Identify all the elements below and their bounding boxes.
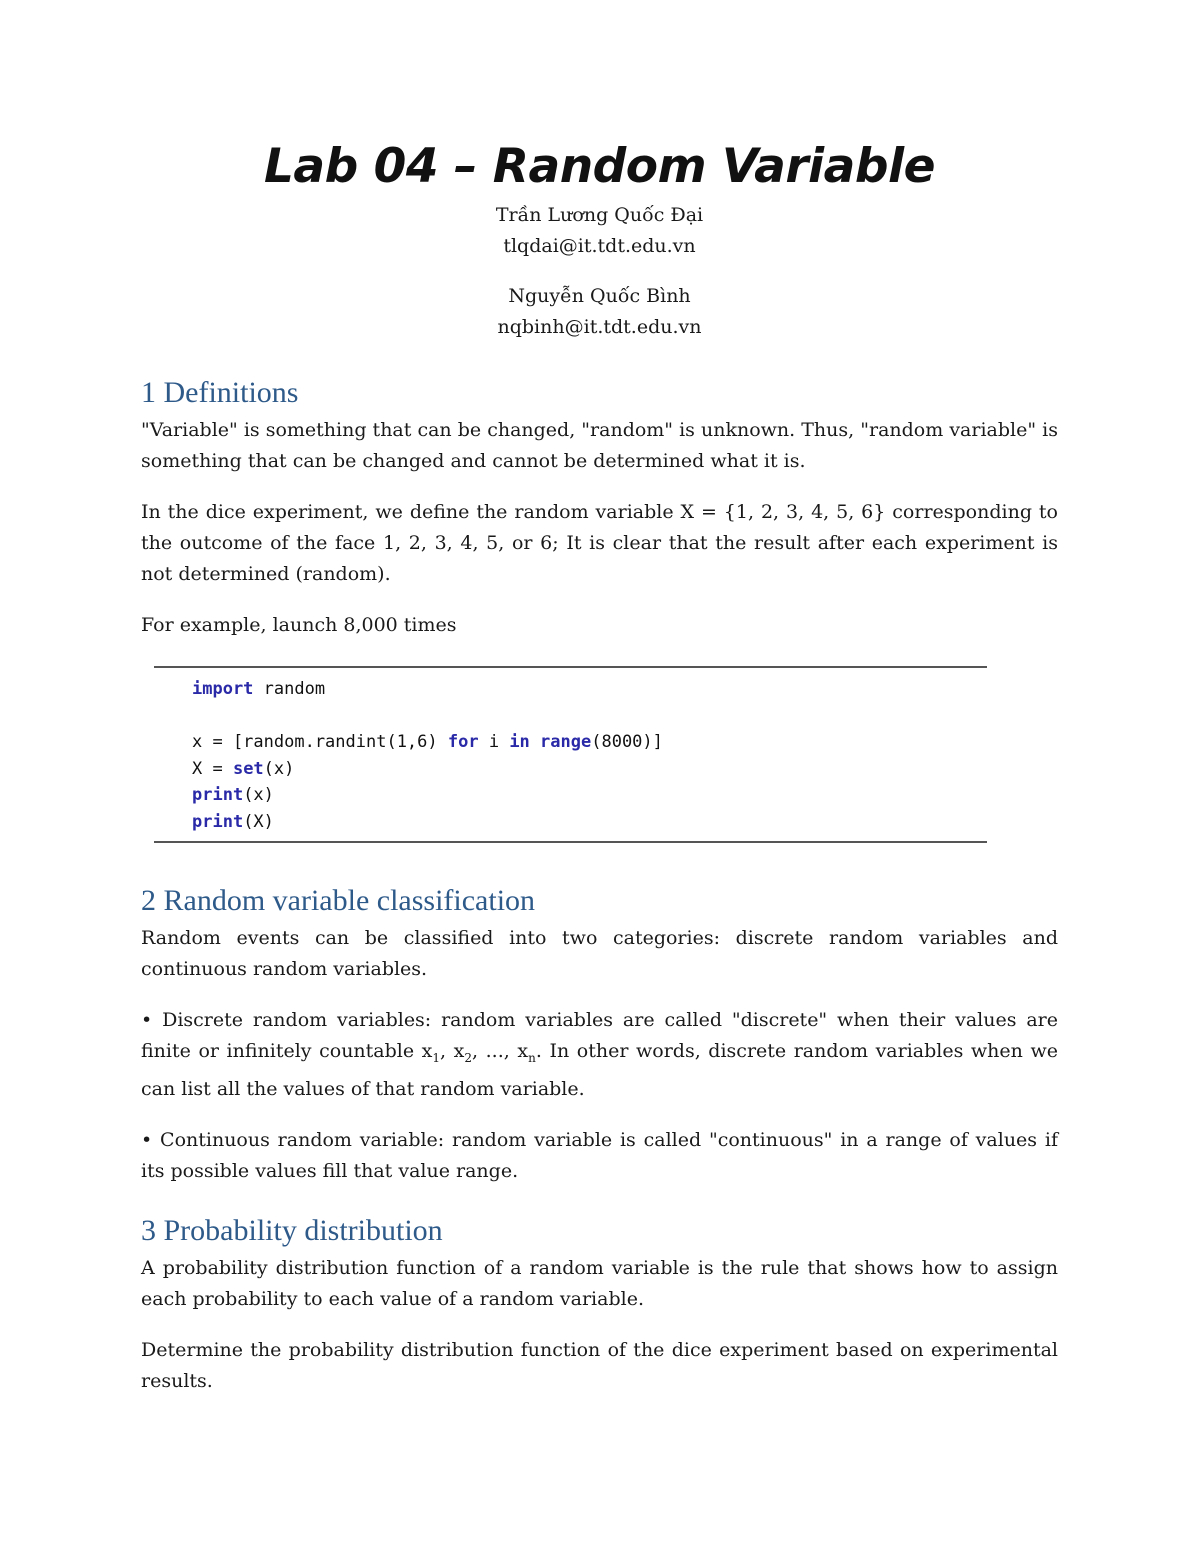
- paragraph: "Variable" is something that can be changed, "random" is unknown. Thus, "random variable" is something that can be changed and cannot be determined what it is.: [141, 419, 1058, 473]
- author-email: nqbinh@it.tdt.edu.vn: [497, 316, 702, 339]
- code-block: [154, 666, 987, 843]
- document-title: Lab 04 – Random Variable: [263, 139, 935, 194]
- author-block-1: [141, 200, 1058, 262]
- author-name: Nguyễn Quốc Bình: [508, 285, 691, 308]
- paragraph: In the dice experiment, we define the random variable X = {1, 2, 3, 4, 5, 6} corresponding to the outcome of the face 1, 2, 3, 4, 5, or 6; It is clear that the result after each experiment is not determined (random).: [141, 501, 1058, 586]
- code-line: x = [random.randint(1,6) for i in range(8000)]: [192, 732, 663, 753]
- paragraph: A probability distribution function of a random variable is the rule that shows how to assign each probability to each value of a random variable.: [141, 1256, 1058, 1310]
- code-line: print(x): [192, 785, 274, 806]
- code-line: X = set(x): [192, 758, 295, 779]
- section-heading-definitions: 1 Definitions: [141, 376, 299, 410]
- document-page: [141, 140, 1058, 1417]
- paragraph: For example, launch 8,000 times: [141, 614, 457, 637]
- paragraph-discrete: • Discrete random variables: random variables are called "discrete" when their values are finite or infinitely countable $x_1$, $x_2$, ..., $x_n$. In other words, discrete random variables when we can list all the values of that random variable.: [141, 1009, 1058, 1100]
- author-name: Trần Lương Quốc Đại: [495, 204, 704, 227]
- paragraph: Random events can be classified into two categories: discrete random variables and continuous random variables.: [141, 927, 1058, 981]
- author-block-2: [141, 281, 1058, 343]
- paragraph: Determine the probability distribution function of the dice experiment based on experimental results.: [141, 1338, 1058, 1392]
- code-line: import random: [192, 679, 326, 700]
- section-heading-probability-distribution: 3 Probability distribution: [141, 1213, 443, 1247]
- paragraph-continuous: • Continuous random variable: random variable is called "continuous" in a range of values if its possible values fill that value range.: [141, 1128, 1058, 1182]
- section-heading-classification: 2 Random variable classification: [141, 884, 536, 918]
- code-line: print(X): [192, 811, 274, 832]
- author-email: tlqdai@it.tdt.edu.vn: [503, 235, 696, 258]
